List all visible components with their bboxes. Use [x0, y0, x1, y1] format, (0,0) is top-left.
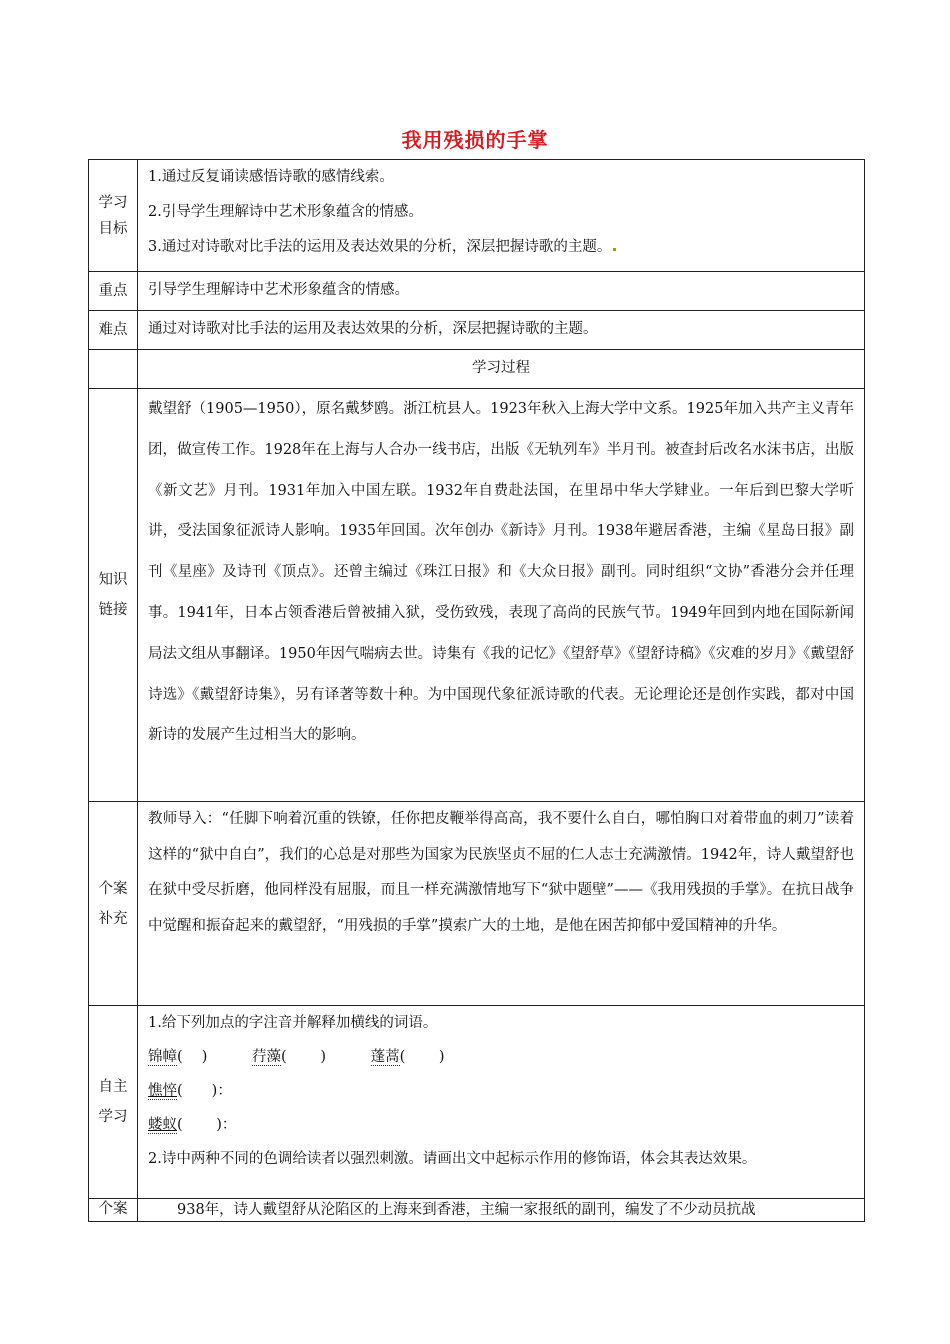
definition-item: 憔悴( )： — [148, 1083, 232, 1099]
process-heading: 学习过程 — [138, 350, 865, 389]
difficulty-text: 通过对诗歌对比手法的运用及表达效果的分析，深层把握诗歌的主题。 — [138, 311, 865, 350]
difficulty-label: 难点 — [89, 311, 138, 350]
lesson-table — [88, 159, 865, 1222]
self-study-q2: 2.诗中两种不同的色调给读者以强烈刺激。请画出文中起标示作用的修饰语，体会其表达效果。 — [148, 1151, 757, 1167]
knowledge-text: 戴望舒（1905—1950），原名戴梦鸥。浙江杭县人。1923年秋入上海大学中文系。1925年加入共产主义青年团，做宣传工作。1928年在上海与人合办一线书店，出版《无轨列车》半月刊。被查封后改名水沫书店，出版《新文艺》月刊。1931年加入中国左联。1932年自费赴法国，在里昂中华大学肄业。一年后到巴黎大学听讲，受法国象征派诗人影响。1935年回国。次年创办《新诗》月刊。1938年避居香港，主编《星岛日报》副刊《星座》及诗刊《顶点》。还曾主编过《珠江日报》和《大众日报》副刊。同时组织“文协”香港分会并任理事。1941年，日本占领香港后曾被捕入狱，受伤致残，表现了高尚的民族气节。1949年回到内地在国际新闻局法文组从事翻译。1950年因气喘病去世。诗集有《我的记忆》《望舒草》《望舒诗稿》《灾难的岁月》《戴望舒诗选》《戴望舒诗集》，另有译著等数十种。为中国现代象征派诗歌的代表。无论理论还是创作实践，都对中国新诗的发展产生过相当大的影响。 — [148, 401, 854, 744]
key-point-label: 重点 — [89, 272, 138, 311]
self-study-q1: 1.给下列加点的字注音并解释加横线的词语。 — [148, 1015, 438, 1031]
knowledge-content — [138, 389, 865, 802]
case-bottom-label: 个案 — [89, 1199, 138, 1222]
word-list — [148, 1040, 854, 1074]
case-bottom-text: 938年，诗人戴望舒从沦陷区的上海来到香港，主编一家报纸的副刊，编发了不少动员抗战 — [138, 1199, 865, 1222]
process-row — [89, 350, 865, 389]
word-item: 蓬蒿( ) — [370, 1049, 445, 1065]
difficulty-row — [89, 311, 865, 350]
word-item: 锦幛( ) — [148, 1049, 208, 1065]
key-point-text: 引导学生理解诗中艺术形象蕴含的情感。 — [138, 272, 865, 311]
self-study-row — [89, 1006, 865, 1199]
process-label-empty — [89, 350, 138, 389]
case-content — [138, 802, 865, 1006]
goal-item: 1.通过反复诵读感悟诗歌的感情线索。 — [148, 169, 394, 185]
knowledge-label: 知识链接 — [89, 389, 138, 802]
stray-mark — [613, 248, 616, 251]
case-text: 教师导入：“任脚下响着沉重的铁镣，任你把皮鞭举得高高，我不要什么自白，哪怕胸口对着带血的刺刀”读着这样的“狱中自白”，我们的心总是对那些为国家为民族坚贞不屈的仁人志士充满激情。1942年，诗人戴望舒也在狱中受尽折磨，他同样没有屈服，而且一样充满激情地写下“狱中题壁”——《我用残损的手掌》。在抗日战争中觉醒和振奋起来的戴望舒，“用残损的手掌”摸索广大的土地，是他在困苦抑郁中爱国精神的升华。 — [148, 811, 854, 934]
self-study-content — [138, 1006, 865, 1199]
definition-item: 蝼蚁( )： — [148, 1117, 237, 1133]
case-bottom-row — [89, 1199, 865, 1222]
self-study-label: 自主学习 — [89, 1006, 138, 1199]
goals-label: 学习目标 — [89, 160, 138, 272]
page-title: 我用残损的手掌 — [401, 128, 549, 152]
goal-item: 2.引导学生理解诗中艺术形象蕴含的情感。 — [148, 204, 423, 220]
goals-content — [138, 160, 865, 272]
goals-row — [89, 160, 865, 272]
case-row — [89, 802, 865, 1006]
knowledge-row — [89, 389, 865, 802]
key-point-row — [89, 272, 865, 311]
case-label: 个案补充 — [89, 802, 138, 1006]
word-item: 荇藻( ) — [252, 1049, 326, 1065]
goal-item: 3.通过对诗歌对比手法的运用及表达效果的分析，深层把握诗歌的主题。 — [148, 230, 854, 265]
